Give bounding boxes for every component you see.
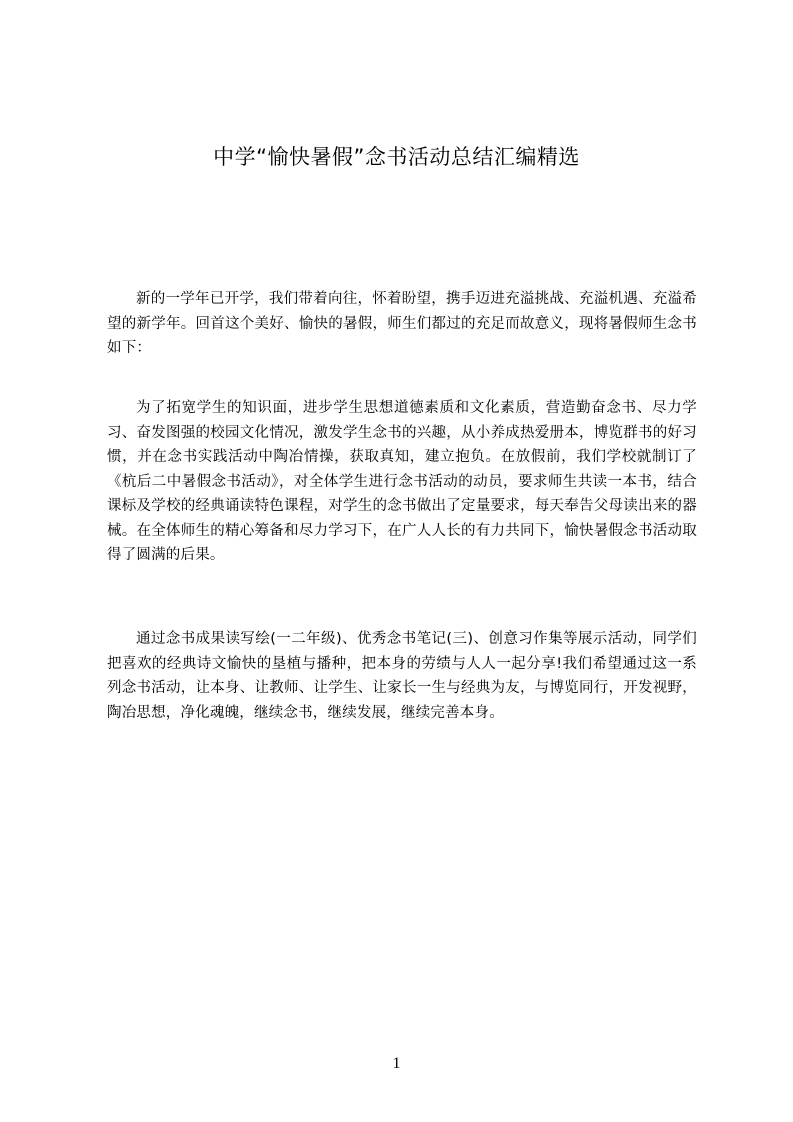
document-title: 中学“愉快暑假”念书活动总结汇编精选 [213,145,580,169]
page-number: 1 [392,1055,401,1072]
paragraph-results: 通过念书成果读写绘(一二年级)、优秀念书笔记(三)、创意习作集等展示活动，同学们把喜欢的经典诗文愉快的垦植与播种，把本身的劳绩与人人一起分享!我们希望通过这一系列念书活动，让本身、让教师、让学生、让家长一生与经典为友，与博览同行，开发视野，陶冶思想，净化魂魄，继续念书，继续发展，继续完善本身。 [107,631,697,721]
paragraph-intro: 新的一学年已开学，我们带着向往，怀着盼望，携手迈进充溢挑战、充溢机遇、充溢希望的新学年。回首这个美好、愉快的暑假，师生们都过的充足而故意义，现将暑假师生念书如下： [107,291,697,356]
paragraph-activity-plan: 为了拓宽学生的知识面，进步学生思想道德素质和文化素质，营造勤奋念书、尽力学习、奋发图强的校园文化情况，激发学生念书的兴趣，从小养成热爱册本，博览群书的好习惯，并在念书实践活动中陶冶情操，获取真知，建立抱负。在放假前，我们学校就制订了《杭后二中暑假念书活动》，对全体学生进行念书活动的动员，要求师生共读一本书，结合课标及学校的经典诵读特色课程，对学生的念书做出了定量要求，每天奉告父母读出来的器械。在全体师生的精心筹备和尽力学习下，在广人人长的有力共同下，愉快暑假念书活动取得了圆满的后果。 [107,400,697,563]
